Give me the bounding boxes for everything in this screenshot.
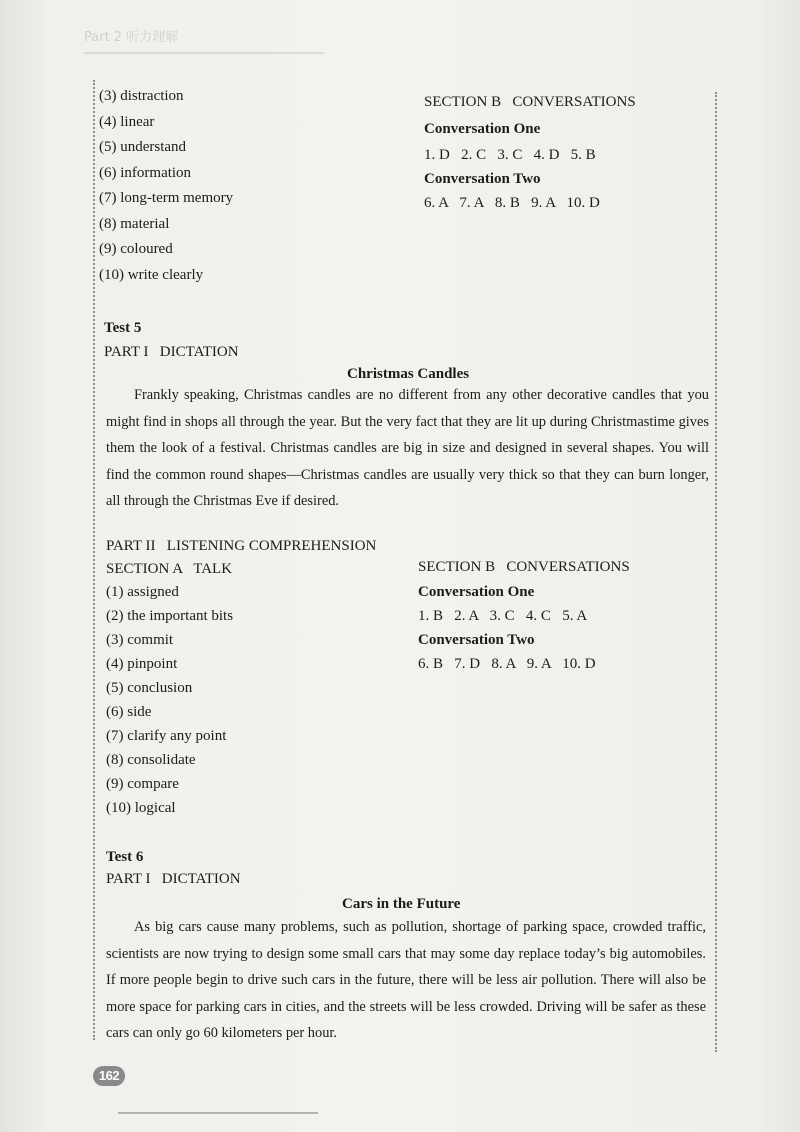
bleed-through-header: Part 2 听力理解 <box>84 26 324 54</box>
answer-item: (5) conclusion <box>106 680 193 696</box>
answer-item: (3) distraction <box>99 88 184 104</box>
test5-section-b-heading: SECTION B CONVERSATIONS <box>418 559 630 575</box>
answer-item: (5) understand <box>99 139 187 155</box>
answer-item: (6) side <box>106 704 152 720</box>
answer-item: (8) material <box>99 215 170 232</box>
prev-conversation-two-answers: 6. A 7. A 8. B 9. A 10. D <box>424 195 600 211</box>
answer-item: (10) write clearly <box>99 266 204 283</box>
page-number: 162 <box>93 1066 125 1086</box>
answer-item: (7) clarify any point <box>106 728 227 744</box>
answer-item: (6) information <box>99 164 192 181</box>
test6-passage-title: Cars in the Future <box>342 896 461 912</box>
prev-conversation-one-answers: 1. D 2. C 3. C 4. D 5. B <box>424 147 596 163</box>
test5-part2-heading: PART II LISTENING COMPREHENSION <box>106 538 377 554</box>
test5-conversation-two-answers: 6. B 7. D 8. A 9. A 10. D <box>418 656 596 672</box>
prev-answer-list <box>99 84 233 288</box>
prev-conversation-one-heading: Conversation One <box>424 121 541 137</box>
test6-label: Test 6 <box>106 849 144 865</box>
answer-item: (8) consolidate <box>106 752 196 768</box>
test6-part1-heading: PART I DICTATION <box>106 871 241 887</box>
answer-item: (10) logical <box>106 800 176 816</box>
prev-section-b-heading: SECTION B CONVERSATIONS <box>424 94 636 110</box>
answer-item: (7) long-term memory <box>99 190 234 206</box>
answer-item: (3) commit <box>106 632 174 648</box>
answer-item: (2) the important bits <box>106 608 234 624</box>
test5-talk-answers <box>106 580 233 820</box>
answer-item: (9) coloured <box>99 241 173 257</box>
test5-section-a-heading: SECTION A TALK <box>106 561 233 577</box>
test5-passage: Frankly speaking, Christmas candles are no different from any other decorative candles that you might find in shops all through the year. But the very fact that they are lit up during Christmastime gives them the look of a festival. Christmas candles are big in size and designed in several shapes. You will find the common round shapes—Christmas candles are usually very thick so that they can burn longer, all through the Christmas Eve if desired. <box>106 387 709 510</box>
test5-part1-heading: PART I DICTATION <box>104 344 239 360</box>
right-margin-dotted-line <box>715 92 717 1052</box>
test5-passage-title: Christmas Candles <box>347 366 470 382</box>
test5-label: Test 5 <box>104 320 142 336</box>
left-margin-dotted-line <box>93 80 95 1040</box>
answer-item: (9) compare <box>106 776 179 792</box>
answer-item: (4) pinpoint <box>106 656 178 672</box>
answer-item: (1) assigned <box>106 584 179 600</box>
test5-conversation-two-heading: Conversation Two <box>418 632 535 648</box>
bottom-rule <box>118 1112 318 1114</box>
answer-item: (4) linear <box>99 113 155 130</box>
prev-conversation-two-heading: Conversation Two <box>424 171 541 187</box>
test5-conversation-one-answers: 1. B 2. A 3. C 4. C 5. A <box>418 608 588 624</box>
test6-passage: As big cars cause many problems, such as pollution, shortage of parking space, crowded traffic, scientists are now trying to design some small cars that may some day replace today’s big automobiles. If more people begin to drive such cars in the future, there will be less air pollution. There will also be more space for parking cars in cities, and the streets will be less crowded. Driving will be safer as these cars can only go 60 kilometers per hour. <box>106 919 706 1042</box>
test5-conversation-one-heading: Conversation One <box>418 584 535 600</box>
